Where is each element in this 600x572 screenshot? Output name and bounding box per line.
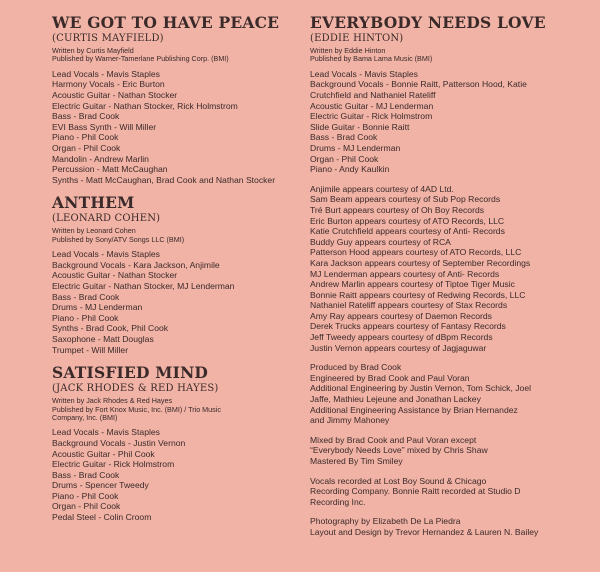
personnel-list: [310, 69, 595, 175]
design-line: Photography by Elizabeth De La Piedra: [310, 516, 461, 527]
song-composer: (CURTIS MAYFIELD): [52, 33, 164, 44]
design-credits: [310, 516, 595, 537]
courtesy-line: MJ Lenderman appears courtesy of Anti- Records: [310, 268, 500, 279]
recording-line: Recording Company. Bonnie Raitt recorded at Studio D: [310, 486, 521, 497]
credit-line: Lead Vocals - Mavis Staples: [52, 68, 160, 79]
courtesy-line: Justin Vernon appears courtesy of Jagjaguwar: [310, 342, 487, 353]
song-credit-block: [52, 14, 297, 185]
courtesy-line: Anjimile appears courtesy of 4AD Ltd.: [310, 183, 454, 194]
production-credits: [310, 362, 595, 426]
song-title: WE GOT TO HAVE PEACE: [52, 13, 280, 32]
mixing-credits: [310, 435, 595, 467]
credit-line: Saxophone - Matt Douglas: [52, 333, 154, 344]
courtesy-line: Nathaniel Rateliff appears courtesy of Stax Records: [310, 300, 508, 311]
credit-line: EVI Bass Synth - Will Miller: [52, 121, 157, 132]
song-composer: (JACK RHODES & RED HAYES): [52, 383, 219, 395]
left-column: [52, 14, 297, 532]
credit-line: Organ - Phil Cook: [52, 142, 121, 153]
credit-line: Drums - MJ Lenderman: [52, 302, 143, 313]
credit-line: Piano - Phil Cook: [52, 312, 119, 323]
song-title: ANTHEM: [52, 193, 135, 213]
credit-line: Mandolin - Andrew Marlin: [52, 153, 149, 164]
courtesy-line: Katie Crutchfield appears courtesy of Anti- Records: [310, 226, 505, 237]
credit-line: Background Vocals - Kara Jackson, Anjimile: [52, 259, 220, 270]
publishing-line: Company, Inc. (BMI): [52, 412, 118, 422]
credit-line: Bass - Brad Cook: [310, 132, 378, 143]
personnel-list: [52, 249, 297, 355]
credit-line: Slide Guitar - Bonnie Raitt: [310, 121, 410, 132]
song-composer: (LEONARD COHEN): [52, 213, 161, 225]
mixing-line: “Everybody Needs Love” mixed by Chris Shaw: [310, 445, 488, 456]
publishing-line: Written by Curtis Mayfield: [52, 46, 134, 55]
credit-line: Lead Vocals - Mavis Staples: [52, 249, 160, 260]
credit-line: Lead Vocals - Mavis Staples: [52, 427, 160, 438]
song-title: SATISFIED MIND: [52, 363, 209, 383]
credit-line: Electric Guitar - Rick Holmstrom: [52, 459, 175, 470]
credit-line: Synths - Brad Cook, Phil Cook: [52, 323, 169, 334]
production-line: Additional Engineering Assistance by Brian Hernandez: [310, 404, 518, 415]
credit-line: Bass - Brad Cook: [52, 469, 120, 480]
publishing-line: Published by Bama Lama Music (BMI): [310, 54, 433, 64]
courtesy-line: Amy Ray appears courtesy of Daemon Records: [310, 310, 492, 321]
credit-line: Bass - Brad Cook: [52, 111, 120, 122]
recording-line: Recording Inc.: [310, 496, 366, 507]
credit-line: Piano - Phil Cook: [52, 490, 119, 501]
credit-line: Percussion - Matt McCaughan: [52, 164, 168, 175]
right-column: [310, 14, 595, 547]
courtesy-line: Andrew Marlin appears courtesy of Tiptoe Tiger Music: [310, 279, 515, 290]
credit-line: Bass - Brad Cook: [52, 291, 120, 302]
courtesy-line: Derek Trucks appears courtesy of Fantasy Records: [310, 321, 506, 332]
credit-line: Electric Guitar - Rick Holmstrom: [310, 111, 433, 122]
courtesy-line: Eric Burton appears courtesy of ATO Records, LLC: [310, 215, 505, 226]
personnel-list: [52, 427, 297, 522]
credit-line: Drums - Spencer Tweedy: [52, 480, 149, 491]
publishing-line: Written by Leonard Cohen: [52, 226, 136, 236]
courtesy-line: Bonnie Raitt appears courtesy of Redwing Records, LLC: [310, 289, 526, 300]
publishing-line: Published by Warner-Tamerlane Publishing Corp. (BMI): [52, 54, 229, 64]
courtesy-line: Patterson Hood appears courtesy of ATO Records, LLC: [310, 247, 522, 258]
credit-line: Synths - Matt McCaughan, Brad Cook and Nathan Stocker: [52, 174, 276, 185]
credit-line: Pedal Steel - Colin Croom: [52, 512, 152, 523]
song-credit-block: [310, 14, 595, 175]
publishing-line: Written by Eddie Hinton: [310, 46, 386, 55]
publishing-info: [52, 47, 297, 64]
credit-line: Organ - Phil Cook: [52, 501, 121, 512]
courtesy-credits: [310, 184, 595, 354]
song-credit-block: [52, 364, 297, 523]
song-composer: (EDDIE HINTON): [310, 33, 404, 44]
publishing-info: [52, 397, 297, 422]
credit-line: Acoustic Guitar - Phil Cook: [52, 448, 155, 459]
credit-line: Acoustic Guitar - Nathan Stocker: [52, 270, 178, 281]
publishing-line: Written by Jack Rhodes & Red Hayes: [52, 396, 173, 406]
production-line: and Jimmy Mahoney: [310, 415, 390, 426]
courtesy-line: Tré Burt appears courtesy of Oh Boy Records: [310, 204, 485, 215]
production-line: Additional Engineering by Justin Vernon, Tom Schick, Joel: [310, 383, 532, 394]
credit-line: Electric Guitar - Nathan Stocker, MJ Lenderman: [52, 280, 235, 291]
credit-line: Trumpet - Will Miller: [52, 344, 129, 355]
production-line: Engineered by Brad Cook and Paul Voran: [310, 372, 470, 383]
credit-line: Piano - Andy Kaulkin: [310, 164, 390, 175]
courtesy-line: Jeff Tweedy appears courtesy of dBpm Records: [310, 332, 493, 343]
production-line: Jaffe, Mathieu Lejeune and Jonathan Lackey: [310, 394, 481, 405]
mixing-line: Mastered By Tim Smiley: [310, 456, 403, 466]
publishing-info: [310, 47, 595, 64]
courtesy-line: Buddy Guy appears courtesy of RCA: [310, 236, 451, 247]
recording-credits: [310, 476, 595, 508]
publishing-line: Published by Sony/ATV Songs LLC (BMI): [52, 234, 185, 244]
personnel-list: [52, 69, 297, 186]
production-line: Produced by Brad Cook: [310, 362, 402, 373]
credit-line: Crutchfield and Nathaniel Rateliff: [310, 90, 436, 100]
credit-line: Lead Vocals - Mavis Staples: [310, 68, 418, 79]
credit-line: Piano - Phil Cook: [52, 132, 119, 143]
credit-line: Acoustic Guitar - MJ Lenderman: [310, 100, 434, 111]
credit-line: Harmony Vocals - Eric Burton: [52, 79, 165, 90]
publishing-line: Published by Fort Knox Music, Inc. (BMI) / Trio Music: [52, 404, 221, 414]
recording-line: Vocals recorded at Lost Boy Sound & Chicago: [310, 475, 487, 486]
design-line: Layout and Design by Trevor Hernandez & Lauren N. Bailey: [310, 526, 539, 537]
song-title: EVERYBODY NEEDS LOVE: [310, 13, 546, 32]
mixing-line: Mixed by Brad Cook and Paul Voran except: [310, 434, 477, 445]
song-credit-block: [52, 194, 297, 355]
publishing-info: [52, 227, 297, 244]
credit-line: Organ - Phil Cook: [310, 153, 379, 164]
courtesy-line: Kara Jackson appears courtesy of September Recordings: [310, 257, 531, 268]
credit-line: Background Vocals - Bonnie Raitt, Patterson Hood, Katie: [310, 79, 527, 90]
credit-line: Drums - MJ Lenderman: [310, 142, 401, 153]
credit-line: Acoustic Guitar - Nathan Stocker: [52, 90, 178, 100]
credit-line: Electric Guitar - Nathan Stocker, Rick Holmstrom: [52, 100, 238, 111]
credit-line: Background Vocals - Justin Vernon: [52, 437, 186, 448]
courtesy-line: Sam Beam appears courtesy of Sub Pop Records: [310, 194, 501, 205]
